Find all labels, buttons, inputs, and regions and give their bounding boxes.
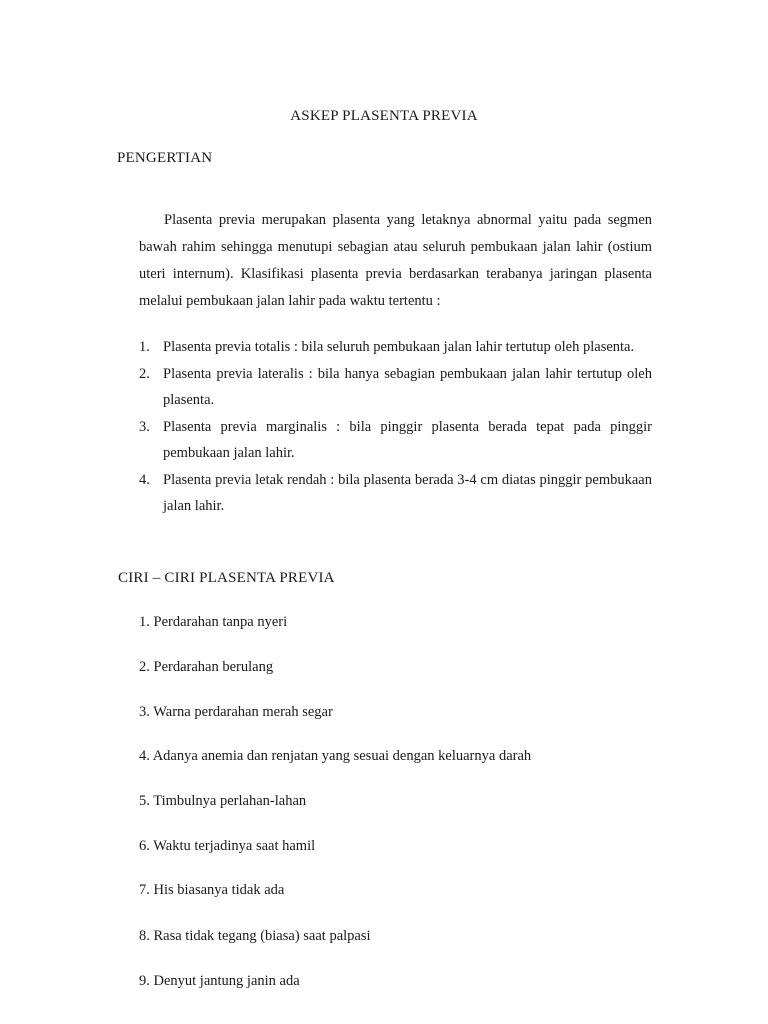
list-item-number: 1. (139, 339, 150, 355)
document-title: ASKEP PLASENTA PREVIA (290, 108, 478, 124)
klasifikasi-list (139, 334, 652, 520)
list-item-number: 3. (139, 418, 150, 435)
list-item-number: 2. (139, 365, 150, 382)
list-item-number: 4. (139, 471, 150, 488)
pengertian-paragraph: Plasenta previa merupakan plasenta yang letaknya abnormal yaitu pada segmen bawah rahim sehingga menutupi sebagian atau seluruh pembukaan jalan lahir (ostium uteri internum). Klasifikasi plasenta previa berdasarkan terabanya jaringan plasenta melalui pembukaan jalan lahir pada waktu tertentu : (139, 212, 652, 309)
ciri-item: 5. Timbulnya perlahan-lahan (139, 793, 307, 809)
ciri-item: 6. Waktu terjadinya saat hamil (139, 838, 316, 854)
section-heading-pengertian: PENGERTIAN (117, 150, 213, 166)
list-item (139, 361, 652, 414)
ciri-item: 2. Perdarahan berulang (139, 659, 274, 675)
section-heading-ciri: CIRI – CIRI PLASENTA PREVIA (118, 570, 335, 586)
ciri-item: 9. Denyut jantung janin ada (139, 973, 300, 989)
ciri-item: 3. Warna perdarahan merah segar (139, 704, 333, 720)
list-item-text: Plasenta previa totalis : bila seluruh pembukaan jalan lahir tertutup oleh plasenta. (163, 339, 635, 355)
list-item (139, 414, 652, 467)
ciri-item: 7. His biasanya tidak ada (139, 882, 285, 898)
ciri-item: 8. Rasa tidak tegang (biasa) saat palpasi (139, 928, 371, 944)
ciri-item: 4. Adanya anemia dan renjatan yang sesuai dengan keluarnya darah (139, 748, 532, 764)
list-item (139, 467, 652, 520)
list-item (139, 334, 652, 361)
list-item-text: Plasenta previa lateralis : bila hanya sebagian pembukaan jalan lahir tertutup oleh plasenta. (163, 365, 652, 408)
ciri-item: 1. Perdarahan tanpa nyeri (139, 614, 288, 630)
list-item-text: Plasenta previa letak rendah : bila plasenta berada 3-4 cm diatas pinggir pembukaan jalan lahir. (163, 471, 652, 514)
list-item-text: Plasenta previa marginalis : bila pinggir plasenta berada tepat pada pinggir pembukaan jalan lahir. (163, 418, 652, 461)
